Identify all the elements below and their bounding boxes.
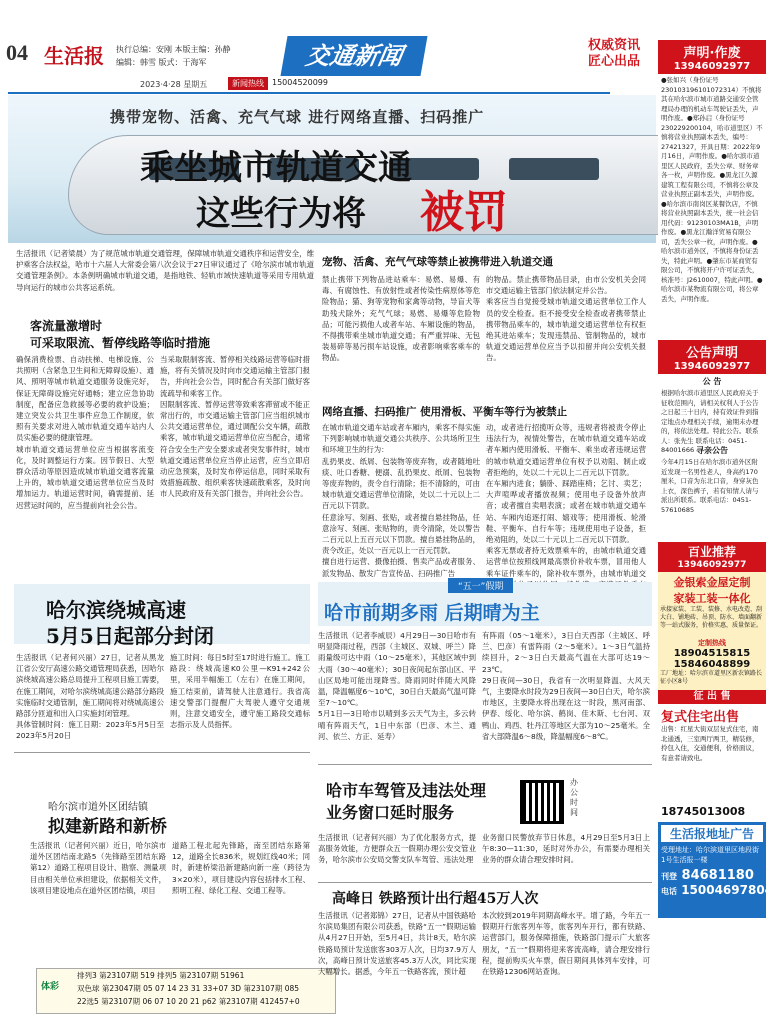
weather-para: 生活报讯（记者李威辰）4月29日—30日哈市有明显降雨过程，西部（主城区、双城、呼兰）降雨量级可达中雨（10～25毫米），其他区域中到大雨（30～40毫米）；30日夜间起东部山区、平山区局地可能出现降雪。降雨同时伴随大风降温，降温幅度6～10℃，30日白天最高气温可降至7～10℃。 xyxy=(318,631,476,708)
live-para: 在城市轨道交通车站或者车厢内，乘客不得实施下列影响城市轨道交通公共秩序、公共场所卫生和环境卫生的行为： xyxy=(322,423,480,455)
live-para: 在车厢内进食；躺卧、踩踏座椅；乞讨、卖艺；大声喧哗或者播放视频；使用电子设备外放声音；或者擅自卖唱表演；或者在城市轨道交通车站、车厢内追逐打闹、嬉戏等；使用滑板、轮滑鞋、平衡车、自行车等；违规使用电子设备，拒绝劝阻的，处以二十元以上二百元以下罚款。 xyxy=(486,479,646,545)
housing-ad xyxy=(658,704,766,822)
rail-col-2: 本次较到2019年同期高峰水平。增了路，今年五一假期开行旅客列车等，旅客列车开行，都有铁路、运营部门，服务保障措施，铁路部门提示广大旅客朋友，“五一”假期将迎来客流高峰，请合理安排行程，提前购买火车票，假日期间具体列车安排，可在铁路12306网站查询。 xyxy=(482,911,650,977)
live-para: 乘客无票或者持无效票乘车的，由城市轨道交通运营单位按照线网最高票价补收车票，冒用他人乘车证件乘车的，除补收车票外，由城市轨道交 xyxy=(486,546,646,578)
paper-ad xyxy=(658,822,773,918)
weather-para: 5月1日—3日哈市以晴到多云天气为主，多云转晴有阵雨天气，1日中东部（巴彦、木兰、通河、依兰、方正、延寿） xyxy=(318,709,476,741)
highway-detail: 具体管制时间：施工日期：2023年5月5日至2023年5月20日 xyxy=(16,720,164,741)
business-header xyxy=(658,542,766,572)
paper-ad-phone-label: 电话 xyxy=(661,887,677,896)
pets-col-2 xyxy=(486,274,646,392)
business-phone: 13946092977 xyxy=(677,560,747,570)
hero-title-line-2: 这些行为将 xyxy=(196,194,366,234)
highway-title-2: 5月5日起部分封闭 xyxy=(46,624,214,648)
pets-para: 乘客应当自觉接受城市轨道交通运营单位工作人员的安全检查。拒不接受安全检查或者携带禁止携带物品乘车的，城市轨道交通运营单位有权拒绝其进站乘车；发现违禁品、管制物品的，城市轨道交通运营单位应当予以扣留并向公安机关报告。 xyxy=(486,297,646,363)
pets-para: 的物品。禁止携带物品目录，由市公安机关会同市交通运输主管部门依法制定并公告。 xyxy=(486,275,646,296)
service-col-1: 生活报讯（记者何兴丽）为了优化服务方式，提高服务效能，方便群众五一假期办理公安交管业务，哈尔滨市公安局交警支队车驾管、违法处理 xyxy=(318,833,476,865)
road-col-1: 生活报讯（记者何兴丽）近日，哈尔滨市道外区团结南北路5（先锋路至团结东路第12）道路工程项目设计、勘察、测量项目由相关单位承担建设，依据相关文件，该项目建设地点在道外区团结镇，项目 xyxy=(30,841,166,895)
pets-heading: 宠物、活禽、充气气球等禁止被携带进入轨道交通 xyxy=(322,256,553,268)
flow-para: 确保消费检票、自动扶梯、电梯设施、公共照明（含紧急卫生间和无障碍设施）、通风、照明等城市轨道交通服务设施完好，保证无障碍设施完好通畅；建立应急协助制度，配备应急救援等必要的救护设施；建立突发公共卫生事件应急工作制度，依照有关要求对进入城市轨道交通车站内人员实施必要的健康管理。 xyxy=(16,355,154,443)
divider xyxy=(14,752,310,753)
weather-para: 有阵雨（05～1毫米），3日白天西部（主城区、呼兰、巴彦）有雷阵雨（2～5毫米）。1～3日气温持续回升，2～3日白天最高气温在大部可达19～23℃。 xyxy=(482,631,650,674)
housing-phone: 18745013008 xyxy=(661,805,746,818)
road-title: 拟建新路和新桥 xyxy=(48,817,167,837)
renovation-text: 承接家装、工装、装修、水电改造、刮大白、铺地砖、吊顶、防水、墙面翻新等一站式服务，价格实惠，质量保证。 xyxy=(660,606,763,629)
renovation-label: 定制热线 xyxy=(698,639,726,647)
search-text: 今年4月15日在哈尔滨市道外区附近发现一名男性老人，身高约170厘米，口音为东北口音，身穿灰色上衣，深色裤子，若有知情人请与派出所联系。联系电话：0451-57610685 xyxy=(661,458,759,514)
weather-para: 29日夜间—30日，我省有一次明显降温、大风天气，主要降水时段为29日夜间—30日白天，哈尔滨市地区，主要降水将出现在这一时段，黑河南部、伊春、绥化、哈尔滨、鹤岗、佳木斯、七台河、双鸭山、鸡西、牡丹江等地区大部为10～25毫米。全省大部降温6～8级，降温幅度6～8℃。 xyxy=(482,675,650,741)
live-para: 任意涂写、刻画、张贴，或者擅自悬挂物品，任意涂写、刻画、张贴物的，责令清除，处以警告二百元以上五百元以下罚款。擅自悬挂物品的，责令改正，处以一百元以上一百元罚款。 xyxy=(322,512,480,556)
slogan xyxy=(584,38,644,70)
business-title: 百业推荐 xyxy=(687,545,736,559)
classified-sidebar xyxy=(658,40,773,1018)
notice-phone: 13946092977 xyxy=(673,361,751,372)
issue-date: 2023·4·28 星期五 xyxy=(140,80,208,89)
notice-text: 根据哈尔滨市道里区人民政府关于征收范围内，请相关权利人于公告之日起三十日内，持有效证件到指定地点办理相关手续，逾期未办理的，将依法处理。特此公告。联系人：张先生 联系电话：0451-84001666 xyxy=(661,389,759,454)
housing-text: 出售：红星大街双层复式住宅，南北通透，三室两厅两卫，精装修，拎包入住，交通便利，价格面议，有意者请致电。 xyxy=(661,725,759,762)
flow-para: 因限制客流、暂停运营等致乘客滞留或不能正常出行的，市交通运输主管部门应当组织城市公共交通运营单位，通过调配公交车辆，疏散乘客，城市轨道交通运营单位应当配合，通常符合安全生产安全要求或者突发事件时，城市轨道交通运营单位应当停止运营，应当立即启动应急预案，及时发布停运信息，同时采取有效措施疏散、组织乘客快速疏散乘客，及时向市人民政府及有关部门报告，并向社会公告。 xyxy=(160,399,310,499)
lottery-brand: 体彩 xyxy=(41,982,60,992)
highway-title-1: 哈尔滨绕城高速 xyxy=(46,598,186,622)
paper-ad-title: 生活报地址广告 xyxy=(661,825,763,842)
divider xyxy=(318,882,652,883)
staff-credits xyxy=(116,43,256,69)
renovation-subtitle: 家装工装一体化 xyxy=(673,592,751,605)
weather-tag: “五一”假期 xyxy=(448,578,513,593)
rail-title: 高峰日 铁路预计出行超45万人次 xyxy=(332,891,539,907)
hero-title-line-1: 乘坐城市轨道交通 xyxy=(140,148,412,188)
lottery-row: 22选5 第23107期 06 07 10 20 21 p62 第23107期 412457+0 xyxy=(77,997,300,1006)
flow-para: 当采取限制客流、暂停相关线路运营等临时措施，将有关情况及时向市交通运输主管部门报告，并向社会公告，同时配合有关部门做好客流疏导和乘客工作。 xyxy=(160,355,310,398)
live-para: 乱扔果皮、纸屑、包装物等废弃物，或者随地吐痰、吐口香糖、便溺、乱扔果皮、纸屑、包装物等废弃物的，责令自行清除；拒不清除的，可由城市轨道交通运营单位清除，处以二十元以上二百元以下罚款。 xyxy=(322,456,480,511)
notice-header xyxy=(658,340,766,374)
page-number: 04 xyxy=(6,40,28,65)
flow-para: 城市轨道交通运营单位应当根据客流变化，及时调整运行方案。因节假日、大型群众活动等原因造成城市轨道交通客流量上升的，城市轨道交通运营单位应当及时增加运力。轨道运营时间，确需提前、延迟营运时间的，应当提前向社会公告。 xyxy=(16,444,154,510)
weather-title: 哈市前期多雨 后期晴为主 xyxy=(324,602,540,624)
flow-col-1 xyxy=(16,354,154,578)
hero-title-emphasis: 被罚 xyxy=(420,187,508,238)
divider xyxy=(318,764,652,765)
renovation-phone-1: 18904515815 xyxy=(673,648,751,659)
highway-para: 生活报讯（记者何兴丽）27日，记者从黑龙江省公安厅高速公路交通管理局获悉，因哈尔滨绕城高速公路总局提升工程项目施工需要，在施工期间，对哈尔滨绕城高速公路部分路段实施临时交通管制，施工期间将对绕城高速公路部分匝道和出入口实施封闭管理。 xyxy=(16,653,164,719)
declaration-phone: 13946092977 xyxy=(673,61,751,72)
paper-logo: 生活报 xyxy=(44,44,104,68)
flow-heading: 客流量激增时 可采取限流、暂停线路等临时措施 xyxy=(30,319,211,350)
qr-label: 办公时间 xyxy=(570,778,578,817)
renovation-title: 金银索金屋定制 xyxy=(673,576,751,589)
declaration-header xyxy=(658,40,766,74)
paper-ad-tel-label: 刊登 xyxy=(661,872,677,881)
live-para: 擅自进行运营、摄像拍摄、售卖产品或者服务、派发物品、散发广告宣传品、扫码推广告 xyxy=(322,557,480,578)
main-intro: 生活报讯（记者梁晨）为了规范城市轨道交通管理，保障城市轨道交通秩序和运营安全，维护乘客合法权益，哈市十六届人大常委会第八次会议于27日审议通过了《哈尔滨市城市轨道交通管理条例》。本条例明确城市轨道交通，是指地铁、轻轨市域快速轨道等采用专用轨道导向运行的城市公共客运系统。 xyxy=(16,249,314,292)
declaration-text: ●张如兴（身份证号230103196101072314）不慎将其在哈尔滨市城市道路交通安全管理局办理的机动车驾驶证丢失，声明作废。●郑孙启（身份证号230229200104，哈市道里区）不慎将营业执照副本丢失，编号：27421327，开具日期：2022年9月16日，声明作废。●哈尔滨市道里区人民政府，丢失公章、财务章各一枚，声明作废。●黑龙江久源建筑工程有限公司，不慎将公章及营业执照正副本丢失，声明作废。●哈尔滨市南岗区某餐饮店，不慎将营业执照副本丢失，统一社会信用代码：91230103MA1B，声明作废。●黑龙江瀚洋贸易有限公司，丢失公章一枚，声明作废。●哈尔滨市道外区，不慎将身份证丢失，特此声明。●肇东市某商贸有限公司，不慎将开户许可证丢失，核准号：J2610007，特此声明。●哈尔滨市某物流有限公司，将公章丢失，声明作废。 xyxy=(661,76,763,303)
hero-subtitle: 携带宠物、活禽、充气气球 进行网络直播、扫码推广 xyxy=(110,108,485,126)
live-para: 动，或者进行招揽听众等，违规者将被责令停止违法行为，视情处警告，在城市轨道交通车站或者车厢内使用滑板、平衡车、乘坐或者违规运营的城市轨道交通运营单位有权予以劝阻、制止或者拒绝的，处以二十元以上二百元以下罚款。 xyxy=(486,423,646,477)
flow-col-2 xyxy=(160,354,310,578)
sale-bar: 征 出 售 xyxy=(658,690,766,704)
hotline-number: 15004520099 xyxy=(272,78,328,87)
slogan-line-1: 权威资讯 xyxy=(587,38,640,53)
pets-col-1: 禁止携带下列物品进站乘车：易燃、易爆、有毒、有腐蚀性、有放射性或者传染性病原体等危险物品；猫、狗等宠物和家禽等动物，导盲犬等助残犬除外；充气气球；易燃、易爆等危险物品；可能污损他人或者车站、车厢设施的物品，不得携带乘坐城市轨道交通；有严重异味、无包装易碎等易污损车站设施，或者影响乘客乘车的物品。 xyxy=(322,275,480,363)
housing-title: 复式住宅出售 xyxy=(661,710,740,725)
weather-col-2 xyxy=(482,630,650,758)
qr-code-icon xyxy=(520,780,564,824)
highway-col-2: 施工时间：每日5时至17时进行施工。施工路段：绕城高速K0公里—K91+242公里，采用半幅施工（左右）在施工期间，施工结束前，请驾驶人注意通行。我省高速交警部门提醒广大驾驶人遵守交通规则，注意交通安全，遵守施工路段交通标志指示及人员指挥。 xyxy=(170,653,310,730)
renovation-ad xyxy=(658,572,766,690)
slogan-line-2: 匠心出品 xyxy=(587,54,640,69)
train-window xyxy=(509,158,599,180)
service-title-2: 业务窗口延时服务 xyxy=(326,803,455,822)
lottery-row: 双色球 第23047期 05 07 14 23 31 33+07 3D 第23107期 085 xyxy=(77,984,300,993)
search-head: 寻亲公告 xyxy=(696,446,728,455)
hotline-label: 新闻热线 xyxy=(228,77,268,90)
declaration-title: 声明·作废 xyxy=(683,46,741,61)
rail-col-1: 生活报讯（记者郑锦）27日，记者从中国铁路哈尔滨局集团有限公司获悉，铁路“五一”假期运输从4月27日开始，至5月4日，共计8天，哈尔滨铁路局预计发送旅客303万人次，日均37.9万人次，高峰日预计发送旅客45.3万人次，同比实现大幅增长。据悉，今年五一铁路客流，预计超 xyxy=(318,911,476,977)
lottery-box xyxy=(36,968,336,1014)
service-title-1: 哈市车驾管及违法处理 xyxy=(326,781,487,800)
section-banner: 交通新闻 xyxy=(280,36,427,76)
road-kicker: 哈尔滨市道外区团结镇 xyxy=(48,802,148,813)
live-col-2 xyxy=(486,422,646,578)
weather-col-1 xyxy=(318,630,476,758)
notice-title: 公告声明 xyxy=(685,346,738,361)
paper-ad-phone: 15004697804 xyxy=(681,883,773,897)
paper-ad-text: 受理地址：哈尔滨道里区地段街1号生活报一楼 xyxy=(661,846,759,864)
staff-line-2: 编辑：韩雪 版式：于海军 xyxy=(116,58,207,67)
notice-head: 公 告 xyxy=(702,377,722,386)
lottery-row: 排列3 第23107期 519 排列5 第23107期 51961 xyxy=(77,971,245,980)
header-rule xyxy=(8,92,610,94)
renovation-phone-2: 15846048899 xyxy=(673,659,751,670)
live-col-1 xyxy=(322,422,480,578)
staff-line-1: 执行总编：安刚 本版主编：孙静 xyxy=(116,45,231,54)
highway-body xyxy=(16,652,164,746)
service-col-2: 业务窗口民警放弃节日休息，4月29日至5月3日上午8:30—11:30，延时对外办公，有需要办理相关业务的群众请合理安排时间。 xyxy=(482,833,650,865)
renovation-address: 工厂地址：哈尔滨市道里区新农镇路长征小区8号 xyxy=(660,670,763,685)
road-col-2: 道路工程北起先锋路，南至团结东路第12，道路全长836米，规划红线40米；同时，新建桥梁沿新建路向新一座（跨径为3×20米），项目建设内容包括排水工程、照明工程、绿化工程、交通工程等。 xyxy=(172,841,310,895)
live-heading: 网络直播、扫码推广 使用滑板、平衡车等行为被禁止 xyxy=(322,406,568,418)
paper-ad-tel: 84681180 xyxy=(681,868,754,883)
